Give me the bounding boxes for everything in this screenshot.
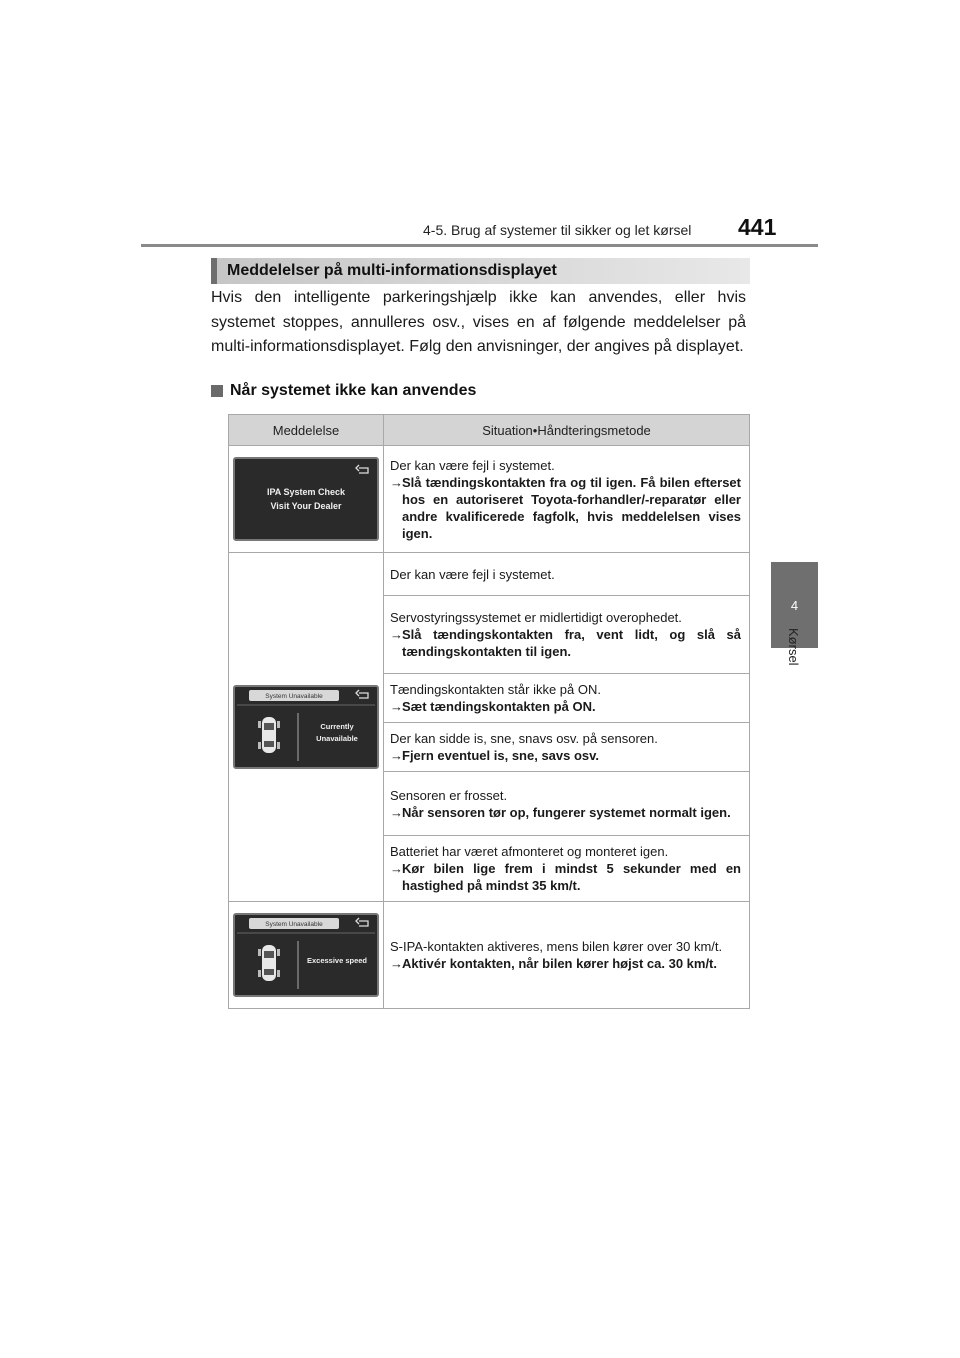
action-line	[390, 626, 741, 660]
screen-line-2: Unavailable	[316, 734, 358, 743]
situation-text: S-IPA-kontakten aktiveres, mens bilen kører over 30 km/t.	[390, 939, 723, 954]
action-text: Slå tændingskontakten fra og til igen. Få bilen efterset hos en autoriseret Toyota-forhandler/-reparatør eller andre kvalificerede fagfolk, hvis meddelelsen vises igen.	[402, 474, 741, 541]
action-line	[390, 804, 741, 821]
table-row	[229, 553, 750, 596]
action-line	[390, 474, 741, 542]
arrow-icon: →	[390, 474, 403, 490]
action-text: Slå tændingskontakten fra, vent lidt, og slå så tændingskontakten til igen.	[402, 627, 741, 659]
situation-cell	[384, 553, 750, 596]
situation-cell	[384, 772, 750, 836]
screen-line-1: Currently	[320, 722, 354, 731]
screen-banner: System Unavailable	[265, 693, 323, 700]
arrow-icon: →	[390, 699, 403, 714]
table-row	[229, 902, 750, 1009]
action-text: Aktivér kontakten, når bilen kører højst ca. 30 km/t.	[402, 956, 717, 971]
display-screen-ipa-check	[233, 457, 379, 541]
subheading	[211, 382, 476, 400]
screen-line-2: Visit Your Dealer	[270, 501, 342, 511]
action-line	[390, 955, 741, 972]
intro-paragraph: Hvis den intelligente parkeringshjælp ikke kan anvendes, eller hvis systemet stoppes, annulleres osv., vises en af følgende meddelelser på multi-informationsdisplayet. Følg den anvisninger, der angives på displayet.	[211, 289, 746, 355]
situation-text: Tændingskontakten står ikke på ON.	[390, 682, 601, 697]
situation-cell	[384, 596, 750, 674]
col-header-situation: Situation•Håndteringsmetode	[384, 415, 750, 446]
situation-text: Der kan sidde is, sne, snavs osv. på sensoren.	[390, 731, 658, 746]
screen-line-1: IPA System Check	[266, 487, 346, 497]
message-image-cell	[229, 902, 384, 1009]
display-screen-excessive-speed	[233, 913, 379, 997]
header-rule	[141, 244, 818, 247]
action-line	[390, 698, 741, 715]
action-text: Fjern eventuel is, sne, savs osv.	[402, 748, 600, 763]
situation-cell	[384, 674, 750, 723]
screen-banner: System Unavailable	[265, 921, 323, 928]
action-text: Sæt tændingskontakten på ON.	[402, 699, 596, 714]
subheading-text: Når systemet ikke kan anvendes	[230, 382, 477, 399]
square-bullet-icon	[211, 385, 223, 397]
page-number: 441	[738, 214, 777, 240]
situation-text: Servostyringssystemet er midlertidigt overophedet.	[390, 610, 682, 625]
arrow-icon: →	[390, 627, 403, 642]
message-image-cell	[229, 553, 384, 902]
situation-text: Der kan være fejl i systemet.	[390, 457, 555, 473]
screen-line-1: Excessive speed	[306, 956, 368, 965]
running-header: 4-5. Brug af systemer til sikker og let kørsel	[423, 222, 692, 238]
table-row	[229, 446, 750, 553]
col-header-message: Meddelelse	[229, 415, 384, 446]
action-line	[390, 860, 741, 894]
message-image-cell	[229, 446, 384, 553]
situation-cell	[384, 446, 750, 553]
action-text: Når sensoren tør op, fungerer systemet normalt igen.	[402, 804, 731, 820]
chapter-label: Kørsel	[786, 628, 801, 666]
arrow-icon: →	[390, 748, 403, 763]
situation-cell	[384, 836, 750, 902]
section-title: Meddelelser på multi-informationsdisplayet	[211, 258, 750, 284]
arrow-icon: →	[390, 861, 403, 876]
table-header-row	[229, 415, 750, 446]
display-screen-currently-unavailable	[233, 685, 379, 769]
action-text: Kør bilen lige frem i mindst 5 sekunder med en hastighed på mindst 35 km/t.	[402, 861, 741, 893]
arrow-icon: →	[390, 956, 403, 971]
situation-cell	[384, 723, 750, 772]
situation-text: Batteriet har været afmonteret og monteret igen.	[390, 844, 669, 859]
chapter-number: 4	[790, 597, 799, 613]
arrow-icon: →	[390, 804, 403, 820]
situation-cell	[384, 902, 750, 1009]
situation-text: Sensoren er frosset.	[390, 787, 508, 803]
situation-text: Der kan være fejl i systemet.	[390, 566, 555, 582]
message-table	[228, 414, 750, 1009]
action-line	[390, 747, 741, 764]
